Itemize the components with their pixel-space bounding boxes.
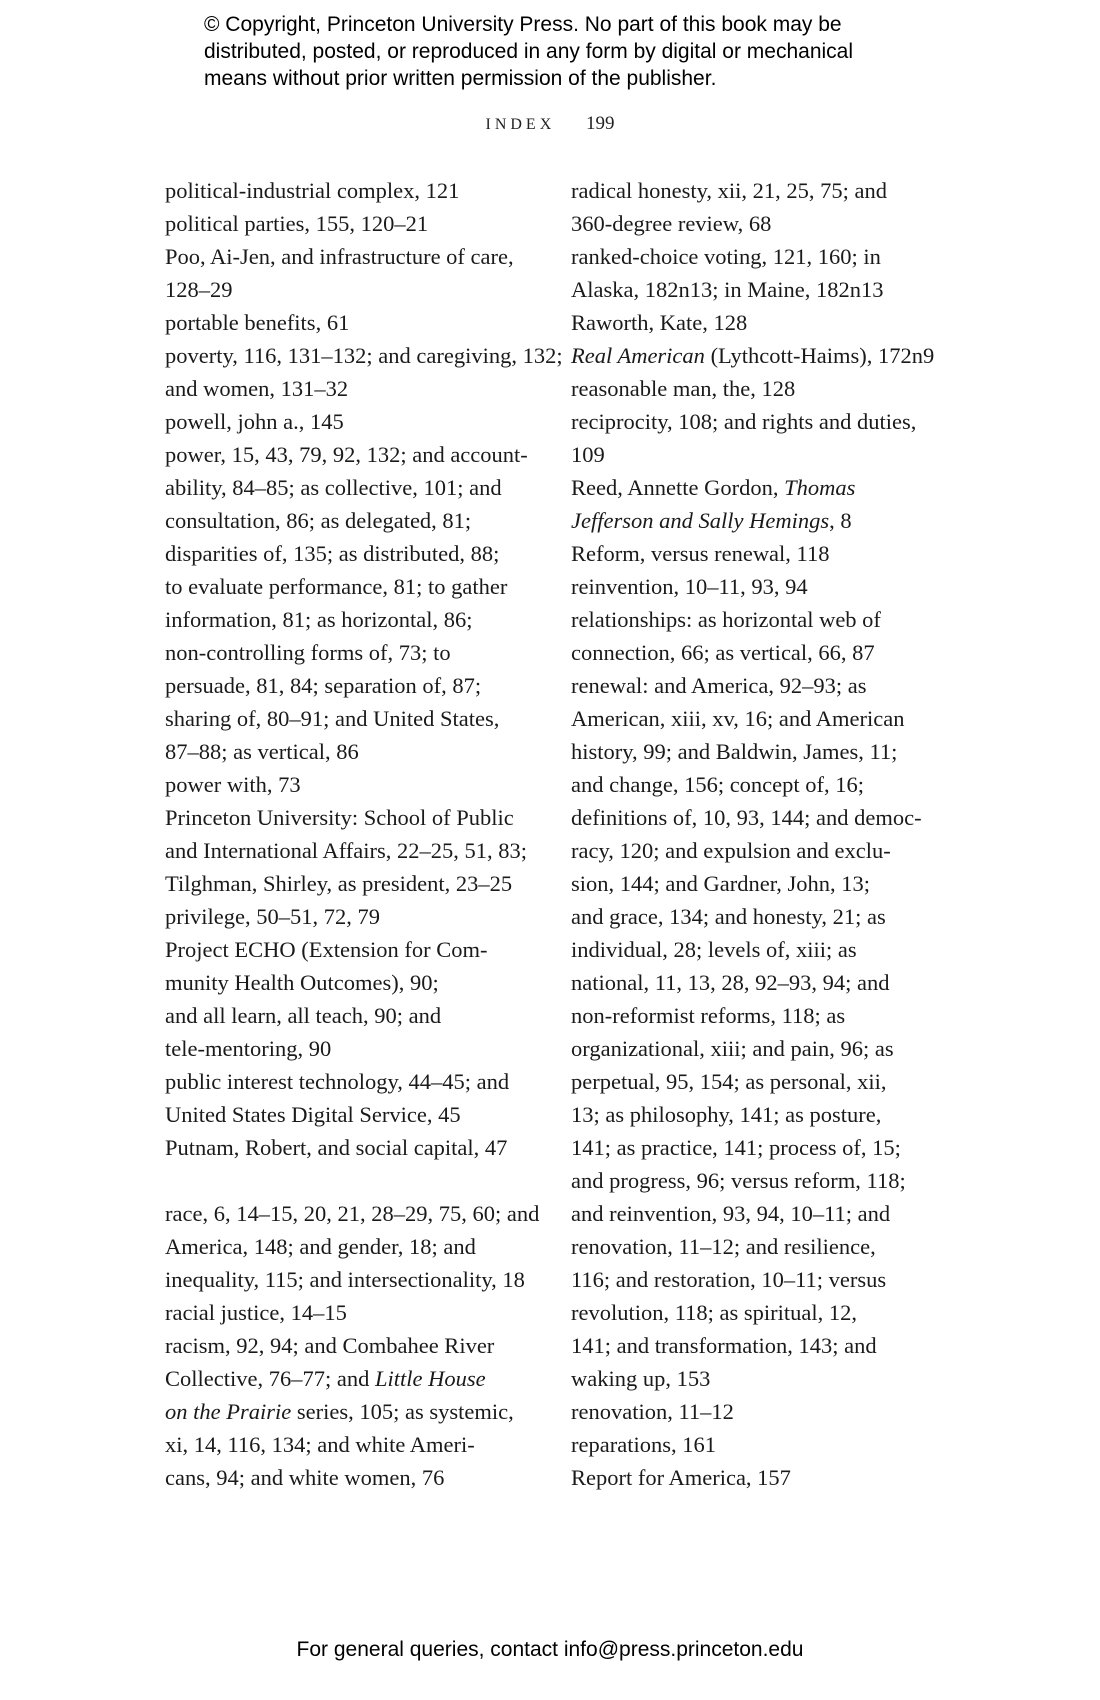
index-entry-line: and progress, 96; versus reform, 118; — [571, 1168, 906, 1193]
index-entry-line: sharing of, 80–91; and United States, — [165, 706, 500, 731]
running-head-label: INDEX — [485, 116, 556, 133]
index-entry-line: revolution, 118; as spiritual, 12, — [571, 1300, 858, 1325]
index-entry — [165, 405, 545, 438]
page-number: 199 — [586, 113, 615, 134]
index-entry-line: Putnam, Robert, and social capital, 47 — [165, 1135, 508, 1160]
index-entry-line: Jefferson and Sally Hemings, 8 — [571, 508, 852, 533]
copyright-line: means without prior written permission of the publisher. — [204, 67, 717, 90]
index-entry — [165, 933, 545, 1065]
index-entry-line: political parties, 155, 120–21 — [165, 211, 429, 236]
index-entry-line: waking up, 153 — [571, 1366, 711, 1391]
index-entry — [165, 240, 545, 306]
index-entry-line: cans, 94; and white women, 76 — [165, 1465, 445, 1490]
index-entry-line: 13; as philosophy, 141; as posture, — [571, 1102, 882, 1127]
index-entry-line: munity Health Outcomes), 90; — [165, 970, 439, 995]
index-entry — [165, 174, 545, 207]
index-entry-line: America, 148; and gender, 18; and — [165, 1234, 476, 1259]
index-entry-line: consultation, 86; as delegated, 81; — [165, 508, 472, 533]
copyright-line: distributed, posted, or reproduced in any form by digital or mechanical — [204, 40, 854, 63]
index-entry-line: connection, 66; as vertical, 66, 87 — [571, 640, 875, 665]
index-entry — [571, 339, 971, 372]
index-entry-line: power with, 73 — [165, 772, 301, 797]
index-entry — [571, 1428, 971, 1461]
index-entry-line: renovation, 11–12 — [571, 1399, 734, 1424]
index-entry-line: to evaluate performance, 81; to gather — [165, 574, 508, 599]
index-entry — [165, 1065, 545, 1131]
index-entry-line: relationships: as horizontal web of — [571, 607, 881, 632]
index-entry — [571, 405, 971, 471]
index-entry-line: reparations, 161 — [571, 1432, 716, 1457]
index-entry-line: Alaska, 182n13; in Maine, 182n13 — [571, 277, 884, 302]
index-entry — [571, 537, 971, 570]
index-entry — [165, 900, 545, 933]
index-entry-line: United States Digital Service, 45 — [165, 1102, 461, 1127]
index-entry — [165, 1197, 545, 1296]
index-entry-line: racial justice, 14–15 — [165, 1300, 347, 1325]
index-entry-line: and reinvention, 93, 94, 10–11; and — [571, 1201, 891, 1226]
index-entry-line: power, 15, 43, 79, 92, 132; and account- — [165, 442, 528, 467]
copyright-notice — [204, 11, 964, 92]
index-entry-line: and change, 156; concept of, 16; — [571, 772, 865, 797]
index-entry-line: 109 — [571, 442, 605, 467]
index-entry-line: and International Affairs, 22–25, 51, 83; — [165, 838, 528, 863]
index-entry-line: xi, 14, 116, 134; and white Ameri- — [165, 1432, 475, 1457]
index-column-right — [571, 174, 971, 1494]
index-entry — [165, 768, 545, 801]
index-entry-line: reinvention, 10–11, 93, 94 — [571, 574, 808, 599]
index-entry-line: Project ECHO (Extension for Com- — [165, 937, 488, 962]
index-entry-line: Princeton University: School of Public — [165, 805, 514, 830]
index-entry-line: perpetual, 95, 154; as personal, xii, — [571, 1069, 887, 1094]
index-entry-line: Collective, 76–77; and Little House — [165, 1366, 486, 1391]
index-entry-line: Tilghman, Shirley, as president, 23–25 — [165, 871, 513, 896]
index-entry-line: and all learn, all teach, 90; and — [165, 1003, 442, 1028]
index-column-left — [165, 174, 563, 1494]
index-entry — [165, 801, 545, 900]
index-entry-line: reciprocity, 108; and rights and duties, — [571, 409, 917, 434]
index-entry-line: non-controlling forms of, 73; to — [165, 640, 451, 665]
index-entry-line: information, 81; as horizontal, 86; — [165, 607, 473, 632]
index-entry-line: inequality, 115; and intersectionality, 18 — [165, 1267, 525, 1292]
index-entry-line: public interest technology, 44–45; and — [165, 1069, 510, 1094]
index-entry — [571, 471, 971, 537]
index-entry — [571, 570, 971, 603]
index-entry-line: political-industrial complex, 121 — [165, 178, 460, 203]
index-entry-line: 116; and restoration, 10–11; versus — [571, 1267, 887, 1292]
index-entry — [571, 669, 971, 1395]
footer-contact: For general queries, contact info@press.princeton.edu — [296, 1638, 804, 1661]
index-entry — [165, 438, 545, 768]
index-entry — [571, 174, 971, 240]
index-entry-line: 128–29 — [165, 277, 233, 302]
index-entry — [571, 372, 971, 405]
index-entry — [165, 207, 545, 240]
index-entry-line: renovation, 11–12; and resilience, — [571, 1234, 876, 1259]
index-entry-line: poverty, 116, 131–132; and caregiving, 132; — [165, 343, 563, 368]
index-entry — [571, 1395, 971, 1428]
index-entry-line: powell, john a., 145 — [165, 409, 344, 434]
index-entry — [571, 240, 971, 306]
index-entry-line: Reed, Annette Gordon, Thomas — [571, 475, 856, 500]
index-entry-line: national, 11, 13, 28, 92–93, 94; and — [571, 970, 890, 995]
index-entry-line: organizational, xiii; and pain, 96; as — [571, 1036, 894, 1061]
index-entry-line: 141; as practice, 141; process of, 15; — [571, 1135, 901, 1160]
index-entry-line: racism, 92, 94; and Combahee River — [165, 1333, 495, 1358]
index-entry-line: and grace, 134; and honesty, 21; as — [571, 904, 886, 929]
index-entry-line: 87–88; as vertical, 86 — [165, 739, 359, 764]
index-entry-line: history, 99; and Baldwin, James, 11; — [571, 739, 898, 764]
index-entry-line: non-reformist reforms, 118; as — [571, 1003, 846, 1028]
index-entry-line: individual, 28; levels of, xiii; as — [571, 937, 857, 962]
index-entry — [571, 1461, 971, 1494]
index-entry-line: on the Prairie series, 105; as systemic, — [165, 1399, 514, 1424]
index-entry-line: and women, 131–32 — [165, 376, 349, 401]
index-entry — [571, 603, 971, 669]
index-entry-line: disparities of, 135; as distributed, 88; — [165, 541, 500, 566]
index-entry-line: renewal: and America, 92–93; as — [571, 673, 867, 698]
running-head — [0, 113, 1100, 135]
index-entry-line: Reform, versus renewal, 118 — [571, 541, 830, 566]
index-entry — [165, 1329, 545, 1494]
index-entry — [571, 306, 971, 339]
index-entry-line: Poo, Ai-Jen, and infrastructure of care, — [165, 244, 514, 269]
index-entry-line: persuade, 81, 84; separation of, 87; — [165, 673, 482, 698]
index-entry-line: definitions of, 10, 93, 144; and democ- — [571, 805, 922, 830]
index-entry-line: privilege, 50–51, 72, 79 — [165, 904, 380, 929]
index-entry-line: radical honesty, xii, 21, 25, 75; and — [571, 178, 887, 203]
index-entry-line: 141; and transformation, 143; and — [571, 1333, 877, 1358]
index-entry-line: sion, 144; and Gardner, John, 13; — [571, 871, 871, 896]
index-entry-line: ability, 84–85; as collective, 101; and — [165, 475, 502, 500]
index-entry-line: race, 6, 14–15, 20, 21, 28–29, 75, 60; and — [165, 1201, 540, 1226]
index-entry-line: Raworth, Kate, 128 — [571, 310, 748, 335]
index-entry — [165, 306, 545, 339]
index-entry — [165, 1131, 545, 1164]
copyright-line: © Copyright, Princeton University Press. No part of this book may be — [204, 13, 842, 36]
index-entry-line: Report for America, 157 — [571, 1465, 791, 1490]
index-entry-line: ranked-choice voting, 121, 160; in — [571, 244, 881, 269]
index-entry — [165, 339, 563, 405]
index-entry-line: reasonable man, the, 128 — [571, 376, 796, 401]
index-entry-line: tele-mentoring, 90 — [165, 1036, 332, 1061]
index-entry — [165, 1296, 545, 1329]
index-entry-line: American, xiii, xv, 16; and American — [571, 706, 905, 731]
index-entry-line: 360-degree review, 68 — [571, 211, 772, 236]
index-entry-line: portable benefits, 61 — [165, 310, 350, 335]
index-entry-line: racy, 120; and expulsion and exclu- — [571, 838, 891, 863]
index-entry-line: Real American (Lythcott-Haims), 172n9 — [571, 343, 935, 368]
